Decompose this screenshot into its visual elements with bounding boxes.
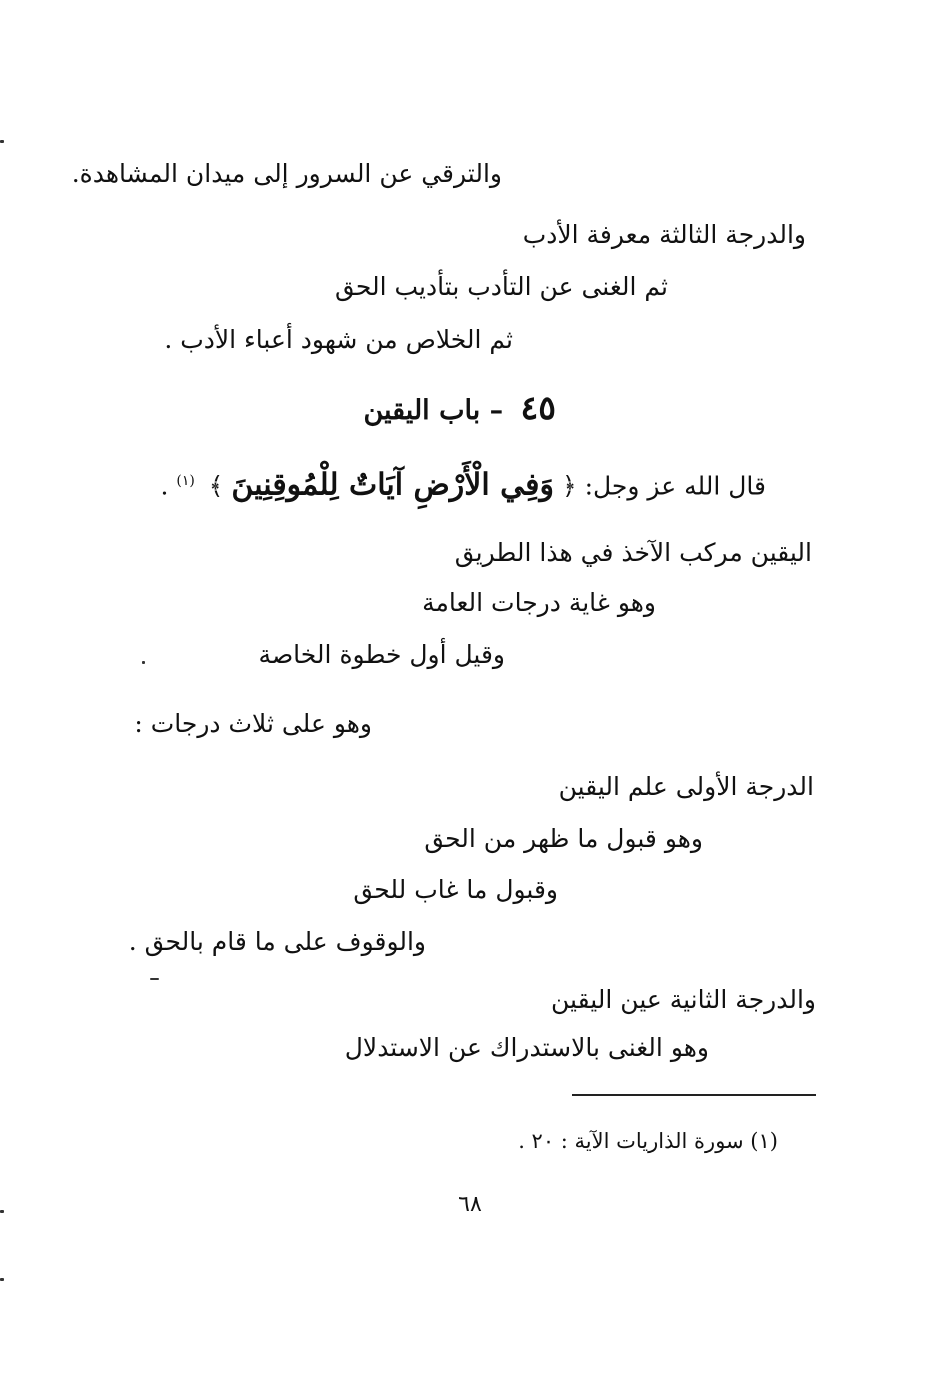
text-line: والدرجة الثالثة معرفة الأدب [522, 220, 806, 249]
text-line: اليقين مركب الآخذ في هذا الطريق [454, 538, 812, 567]
scan-speck [150, 978, 159, 980]
text-line: ثم الغنى عن التأدب بتأديب الحق [335, 272, 668, 301]
verse-text: وَفِي الْأَرْضِ آيَاتٌ لِلْمُوقِنِينَ [231, 467, 555, 503]
section-title: – باب اليقين [363, 395, 504, 426]
scan-speck [0, 140, 4, 143]
text-line: ثم الخلاص من شهود أعباء الأدب . [164, 325, 513, 354]
footnote-marker: (١) [176, 473, 195, 489]
section-heading [363, 390, 556, 429]
verse-bracket-open: ﴿ [561, 471, 577, 501]
verse-end: . [160, 471, 169, 501]
verse-intro: قال الله عز وجل: [584, 471, 766, 501]
text-line: وهو غاية درجات العامة [422, 588, 656, 617]
text-line: وقبول ما غاب للحق [353, 875, 558, 904]
section-number: ٤٥ [520, 388, 556, 427]
verse-line [160, 460, 766, 507]
text-line: وقيل أول خطوة الخاصة [258, 640, 505, 669]
footnote: (١) سورة الذاريات الآية : ٢٠ . [518, 1129, 778, 1153]
text-line: والترقي عن السرور إلى ميدان المشاهدة. [71, 159, 502, 188]
text-line: الدرجة الأولى علم اليقين [558, 772, 814, 801]
verse-bracket-close: ﴾ [208, 471, 224, 501]
text-line: والوقوف على ما قام بالحق . [128, 927, 426, 956]
text-line: والدرجة الثانية عين اليقين [551, 985, 816, 1014]
text-line: وهو الغنى بالاستدراك عن الاستدلال [344, 1033, 709, 1062]
scan-speck [0, 1278, 4, 1281]
scan-speck [0, 1210, 4, 1213]
page-number: ٦٨ [458, 1192, 482, 1217]
footnote-rule [572, 1094, 816, 1096]
text-line: وهو على ثلاث درجات : [134, 709, 372, 738]
text-line: وهو قبول ما ظهر من الحق [424, 824, 703, 853]
scan-speck [142, 661, 145, 664]
